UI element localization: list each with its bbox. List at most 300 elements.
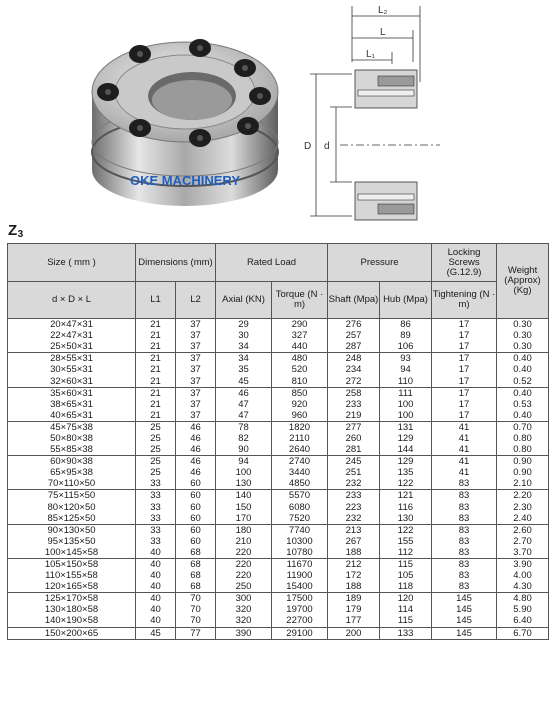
cell-l1: 40 — [136, 547, 176, 559]
cell-size: 95×135×50 — [8, 536, 136, 547]
cell-axial: 30 — [216, 330, 272, 341]
cell-torque: 6080 — [272, 502, 328, 513]
cell-axial: 140 — [216, 490, 272, 502]
cell-hub: 120 — [380, 593, 432, 605]
cell-l1: 21 — [136, 399, 176, 410]
cell-axial: 210 — [216, 536, 272, 547]
cell-torque: 1820 — [272, 421, 328, 433]
cell-l2: 68 — [176, 570, 216, 581]
cell-axial: 220 — [216, 558, 272, 570]
cell-axial: 78 — [216, 421, 272, 433]
cell-torque: 440 — [272, 341, 328, 353]
cell-weight: 5.90 — [497, 604, 549, 615]
cell-l2: 60 — [176, 513, 216, 525]
cell-torque: 17500 — [272, 593, 328, 605]
cell-size: 120×165×58 — [8, 581, 136, 593]
cell-hub: 111 — [380, 387, 432, 399]
cell-l1: 21 — [136, 330, 176, 341]
table-row — [8, 478, 549, 490]
cell-axial: 150 — [216, 502, 272, 513]
cell-tightening: 83 — [432, 558, 497, 570]
cell-torque: 850 — [272, 387, 328, 399]
cell-torque: 480 — [272, 353, 328, 365]
header-size: Size ( mm ) — [8, 244, 136, 282]
cell-weight: 4.80 — [497, 593, 549, 605]
cell-tightening: 83 — [432, 536, 497, 547]
dim-label-small-d: d — [324, 141, 330, 152]
cell-size: 55×85×38 — [8, 444, 136, 456]
cell-tightening: 17 — [432, 319, 497, 331]
cell-size: 45×75×38 — [8, 421, 136, 433]
cell-shaft: 232 — [328, 478, 380, 490]
cell-hub: 133 — [380, 627, 432, 639]
cell-l2: 68 — [176, 581, 216, 593]
cell-shaft: 177 — [328, 615, 380, 627]
table-row — [8, 593, 549, 605]
cell-l1: 40 — [136, 581, 176, 593]
cell-torque: 19700 — [272, 604, 328, 615]
cell-tightening: 145 — [432, 593, 497, 605]
table-row — [8, 467, 549, 478]
cell-size: 130×180×58 — [8, 604, 136, 615]
cell-l1: 25 — [136, 421, 176, 433]
cell-weight: 6.70 — [497, 627, 549, 639]
cell-l2: 60 — [176, 536, 216, 547]
cell-shaft: 234 — [328, 364, 380, 375]
cell-size: 50×80×38 — [8, 433, 136, 444]
table-row — [8, 558, 549, 570]
cell-size: 40×65×31 — [8, 410, 136, 422]
header-l1: L1 — [136, 282, 176, 319]
cell-l1: 21 — [136, 375, 176, 387]
cell-l2: 46 — [176, 421, 216, 433]
cell-torque: 29100 — [272, 627, 328, 639]
cell-size: 30×55×31 — [8, 364, 136, 375]
cell-hub: 105 — [380, 570, 432, 581]
cell-l2: 46 — [176, 433, 216, 444]
cell-shaft: 257 — [328, 330, 380, 341]
cell-weight: 0.40 — [497, 364, 549, 375]
header-shaft: Shaft (Mpa) — [328, 282, 380, 319]
cell-l1: 45 — [136, 627, 176, 639]
row-group — [8, 456, 549, 490]
cell-l2: 46 — [176, 444, 216, 456]
cell-l1: 21 — [136, 387, 176, 399]
cell-hub: 144 — [380, 444, 432, 456]
cell-tightening: 145 — [432, 627, 497, 639]
cell-weight: 0.80 — [497, 444, 549, 456]
cell-torque: 4850 — [272, 478, 328, 490]
cell-axial: 34 — [216, 353, 272, 365]
cell-shaft: 287 — [328, 341, 380, 353]
cell-size: 70×110×50 — [8, 478, 136, 490]
table-row — [8, 353, 549, 365]
cell-l1: 33 — [136, 490, 176, 502]
header-l2: L2 — [176, 282, 216, 319]
cross-section-diagram — [300, 2, 550, 222]
cell-hub: 131 — [380, 421, 432, 433]
header-hub: Hub (Mpa) — [380, 282, 432, 319]
table-row — [8, 364, 549, 375]
cell-l2: 37 — [176, 399, 216, 410]
cell-l1: 40 — [136, 615, 176, 627]
cell-torque: 22700 — [272, 615, 328, 627]
cell-tightening: 145 — [432, 615, 497, 627]
cell-shaft: 267 — [328, 536, 380, 547]
cell-shaft: 188 — [328, 581, 380, 593]
cell-torque: 327 — [272, 330, 328, 341]
cell-size: 65×95×38 — [8, 467, 136, 478]
cell-l2: 60 — [176, 478, 216, 490]
table-row — [8, 375, 549, 387]
cell-axial: 35 — [216, 364, 272, 375]
row-group — [8, 524, 549, 558]
cell-size: 25×50×31 — [8, 341, 136, 353]
cell-weight: 0.70 — [497, 421, 549, 433]
cell-hub: 100 — [380, 410, 432, 422]
header-tightening: Tightening (N · m) — [432, 282, 497, 319]
cell-tightening: 17 — [432, 410, 497, 422]
cell-torque: 810 — [272, 375, 328, 387]
dim-label-l2: L₂ — [378, 5, 388, 16]
cell-hub: 121 — [380, 490, 432, 502]
cell-weight: 0.90 — [497, 456, 549, 468]
cell-l2: 77 — [176, 627, 216, 639]
header-pressure: Pressure — [328, 244, 432, 282]
cell-hub: 115 — [380, 615, 432, 627]
cell-l2: 60 — [176, 502, 216, 513]
cell-hub: 116 — [380, 502, 432, 513]
cell-hub: 122 — [380, 524, 432, 536]
cell-torque: 11670 — [272, 558, 328, 570]
table-row — [8, 444, 549, 456]
row-group — [8, 387, 549, 421]
cell-tightening: 83 — [432, 524, 497, 536]
locking-assembly-image — [80, 30, 290, 210]
cell-axial: 180 — [216, 524, 272, 536]
cell-l1: 33 — [136, 513, 176, 525]
table-row — [8, 604, 549, 615]
cell-l1: 40 — [136, 593, 176, 605]
cell-shaft: 232 — [328, 513, 380, 525]
dim-label-l1: L₁ — [366, 49, 375, 60]
cell-axial: 29 — [216, 319, 272, 331]
cell-l2: 46 — [176, 456, 216, 468]
cell-l2: 68 — [176, 558, 216, 570]
table-row — [8, 547, 549, 559]
cell-l1: 40 — [136, 558, 176, 570]
cell-axial: 34 — [216, 341, 272, 353]
cell-torque: 520 — [272, 364, 328, 375]
cell-axial: 130 — [216, 478, 272, 490]
cell-shaft: 213 — [328, 524, 380, 536]
cell-size: 110×155×58 — [8, 570, 136, 581]
cell-l2: 70 — [176, 615, 216, 627]
row-group — [8, 319, 549, 353]
table-row — [8, 341, 549, 353]
cell-tightening: 83 — [432, 570, 497, 581]
cell-l2: 70 — [176, 604, 216, 615]
cell-weight: 3.90 — [497, 558, 549, 570]
cell-l2: 37 — [176, 410, 216, 422]
cell-axial: 45 — [216, 375, 272, 387]
cell-axial: 320 — [216, 615, 272, 627]
cell-size: 100×145×58 — [8, 547, 136, 559]
cell-torque: 290 — [272, 319, 328, 331]
cell-weight: 2.40 — [497, 513, 549, 525]
cell-l2: 60 — [176, 524, 216, 536]
cell-weight: 0.40 — [497, 387, 549, 399]
cell-hub: 129 — [380, 456, 432, 468]
table-row — [8, 421, 549, 433]
cell-shaft: 179 — [328, 604, 380, 615]
table-row — [8, 410, 549, 422]
row-group — [8, 627, 549, 639]
cell-hub: 118 — [380, 581, 432, 593]
cell-axial: 170 — [216, 513, 272, 525]
cell-weight: 6.40 — [497, 615, 549, 627]
cell-tightening: 83 — [432, 513, 497, 525]
cell-l1: 21 — [136, 364, 176, 375]
cell-size: 32×60×31 — [8, 375, 136, 387]
cell-l2: 37 — [176, 330, 216, 341]
cell-l2: 37 — [176, 353, 216, 365]
table-row — [8, 456, 549, 468]
cell-tightening: 41 — [432, 444, 497, 456]
cell-l2: 60 — [176, 490, 216, 502]
cell-tightening: 17 — [432, 387, 497, 399]
table-row — [8, 330, 549, 341]
cell-torque: 5570 — [272, 490, 328, 502]
table-row — [8, 581, 549, 593]
cell-weight: 2.60 — [497, 524, 549, 536]
cell-axial: 220 — [216, 547, 272, 559]
cell-shaft: 188 — [328, 547, 380, 559]
table-row — [8, 513, 549, 525]
table-row — [8, 490, 549, 502]
cell-l2: 68 — [176, 547, 216, 559]
table-row — [8, 502, 549, 513]
cell-torque: 920 — [272, 399, 328, 410]
cell-shaft: 219 — [328, 410, 380, 422]
cell-tightening: 17 — [432, 341, 497, 353]
cell-l2: 37 — [176, 319, 216, 331]
cell-shaft: 200 — [328, 627, 380, 639]
cell-shaft: 189 — [328, 593, 380, 605]
series-heading — [8, 222, 24, 240]
cell-axial: 220 — [216, 570, 272, 581]
header-locking-screws: Locking Screws (G.12.9) — [432, 244, 497, 282]
row-group — [8, 558, 549, 592]
row-group — [8, 593, 549, 627]
cell-l1: 21 — [136, 410, 176, 422]
cell-l2: 37 — [176, 387, 216, 399]
cell-torque: 960 — [272, 410, 328, 422]
cell-tightening: 145 — [432, 604, 497, 615]
cell-size: 90×130×50 — [8, 524, 136, 536]
cell-weight: 0.52 — [497, 375, 549, 387]
cell-l1: 25 — [136, 433, 176, 444]
cell-l1: 33 — [136, 478, 176, 490]
cell-l1: 21 — [136, 319, 176, 331]
cell-weight: 0.90 — [497, 467, 549, 478]
series-number: 3 — [17, 229, 24, 240]
cell-hub: 135 — [380, 467, 432, 478]
cell-hub: 94 — [380, 364, 432, 375]
cell-l2: 37 — [176, 364, 216, 375]
table-row — [8, 627, 549, 639]
cell-l2: 46 — [176, 467, 216, 478]
cell-tightening: 41 — [432, 467, 497, 478]
cell-hub: 112 — [380, 547, 432, 559]
cell-axial: 94 — [216, 456, 272, 468]
cell-shaft: 277 — [328, 421, 380, 433]
cell-tightening: 17 — [432, 399, 497, 410]
watermark-text: OKE MACHINERY — [129, 173, 241, 188]
cell-torque: 11900 — [272, 570, 328, 581]
cell-weight: 0.30 — [497, 341, 549, 353]
table-row — [8, 570, 549, 581]
cell-shaft: 251 — [328, 467, 380, 478]
cell-tightening: 83 — [432, 478, 497, 490]
cell-weight: 0.53 — [497, 399, 549, 410]
cell-torque: 10780 — [272, 547, 328, 559]
cell-torque: 7740 — [272, 524, 328, 536]
cell-size: 105×150×58 — [8, 558, 136, 570]
cell-size: 38×65×31 — [8, 399, 136, 410]
cell-tightening: 41 — [432, 456, 497, 468]
row-group — [8, 490, 549, 524]
cell-weight: 4.00 — [497, 570, 549, 581]
series-letter: Z — [8, 222, 18, 239]
cell-tightening: 83 — [432, 502, 497, 513]
cell-shaft: 258 — [328, 387, 380, 399]
cell-axial: 300 — [216, 593, 272, 605]
cell-tightening: 17 — [432, 364, 497, 375]
header-weight: Weight (Approx) (Kg) — [497, 244, 549, 319]
cell-shaft: 245 — [328, 456, 380, 468]
cell-hub: 130 — [380, 513, 432, 525]
cell-weight: 2.20 — [497, 490, 549, 502]
cell-l1: 33 — [136, 502, 176, 513]
cell-torque: 3440 — [272, 467, 328, 478]
cell-l2: 37 — [176, 341, 216, 353]
cell-shaft: 212 — [328, 558, 380, 570]
cell-tightening: 83 — [432, 581, 497, 593]
cell-size: 75×115×50 — [8, 490, 136, 502]
cell-weight: 2.70 — [497, 536, 549, 547]
cell-shaft: 233 — [328, 399, 380, 410]
cell-size: 35×60×31 — [8, 387, 136, 399]
cell-weight: 2.10 — [497, 478, 549, 490]
cell-hub: 114 — [380, 604, 432, 615]
cell-shaft: 248 — [328, 353, 380, 365]
cell-torque: 7520 — [272, 513, 328, 525]
cell-hub: 155 — [380, 536, 432, 547]
header-torque: Torque (N · m) — [272, 282, 328, 319]
cell-weight: 4.30 — [497, 581, 549, 593]
cell-shaft: 281 — [328, 444, 380, 456]
cell-hub: 89 — [380, 330, 432, 341]
cell-hub: 115 — [380, 558, 432, 570]
cell-torque: 2740 — [272, 456, 328, 468]
cell-axial: 90 — [216, 444, 272, 456]
cell-axial: 100 — [216, 467, 272, 478]
cell-weight: 0.30 — [497, 319, 549, 331]
cell-shaft: 172 — [328, 570, 380, 581]
cell-size: 125×170×58 — [8, 593, 136, 605]
cell-axial: 250 — [216, 581, 272, 593]
cell-l1: 25 — [136, 456, 176, 468]
cell-l1: 33 — [136, 536, 176, 547]
dim-label-l: L — [380, 27, 386, 38]
cell-l1: 40 — [136, 570, 176, 581]
cell-shaft: 272 — [328, 375, 380, 387]
table-row — [8, 319, 549, 331]
cell-tightening: 41 — [432, 433, 497, 444]
cell-hub: 100 — [380, 399, 432, 410]
cell-l1: 21 — [136, 353, 176, 365]
technical-drawing — [300, 2, 550, 222]
cell-weight: 0.40 — [497, 410, 549, 422]
table-row — [8, 387, 549, 399]
table-row — [8, 433, 549, 444]
cell-hub: 86 — [380, 319, 432, 331]
cell-weight: 0.30 — [497, 330, 549, 341]
cell-axial: 46 — [216, 387, 272, 399]
cell-hub: 106 — [380, 341, 432, 353]
cell-hub: 129 — [380, 433, 432, 444]
cell-torque: 10300 — [272, 536, 328, 547]
cell-axial: 82 — [216, 433, 272, 444]
cell-tightening: 83 — [432, 490, 497, 502]
table-row — [8, 536, 549, 547]
row-group — [8, 353, 549, 387]
table-row — [8, 524, 549, 536]
cell-shaft: 276 — [328, 319, 380, 331]
cell-l1: 21 — [136, 341, 176, 353]
cell-l2: 70 — [176, 593, 216, 605]
cell-shaft: 223 — [328, 502, 380, 513]
cell-torque: 2640 — [272, 444, 328, 456]
row-group — [8, 421, 549, 455]
cell-hub: 93 — [380, 353, 432, 365]
cell-shaft: 233 — [328, 490, 380, 502]
cell-torque: 15400 — [272, 581, 328, 593]
cell-size: 60×90×38 — [8, 456, 136, 468]
cell-weight: 0.40 — [497, 353, 549, 365]
cell-size: 20×47×31 — [8, 319, 136, 331]
cell-torque: 2110 — [272, 433, 328, 444]
cell-hub: 110 — [380, 375, 432, 387]
cell-size: 85×125×50 — [8, 513, 136, 525]
cell-axial: 47 — [216, 399, 272, 410]
header-dimensions: Dimensions (mm) — [136, 244, 216, 282]
header-rated-load: Rated Load — [216, 244, 328, 282]
cell-weight: 0.80 — [497, 433, 549, 444]
cell-tightening: 17 — [432, 330, 497, 341]
header-size-formula: d × D × L — [8, 282, 136, 319]
cell-l1: 33 — [136, 524, 176, 536]
cell-shaft: 260 — [328, 433, 380, 444]
cell-size: 80×120×50 — [8, 502, 136, 513]
cell-l1: 25 — [136, 444, 176, 456]
table-row — [8, 615, 549, 627]
cell-size: 28×55×31 — [8, 353, 136, 365]
cell-size: 140×190×58 — [8, 615, 136, 627]
cell-tightening: 83 — [432, 547, 497, 559]
cell-hub: 122 — [380, 478, 432, 490]
